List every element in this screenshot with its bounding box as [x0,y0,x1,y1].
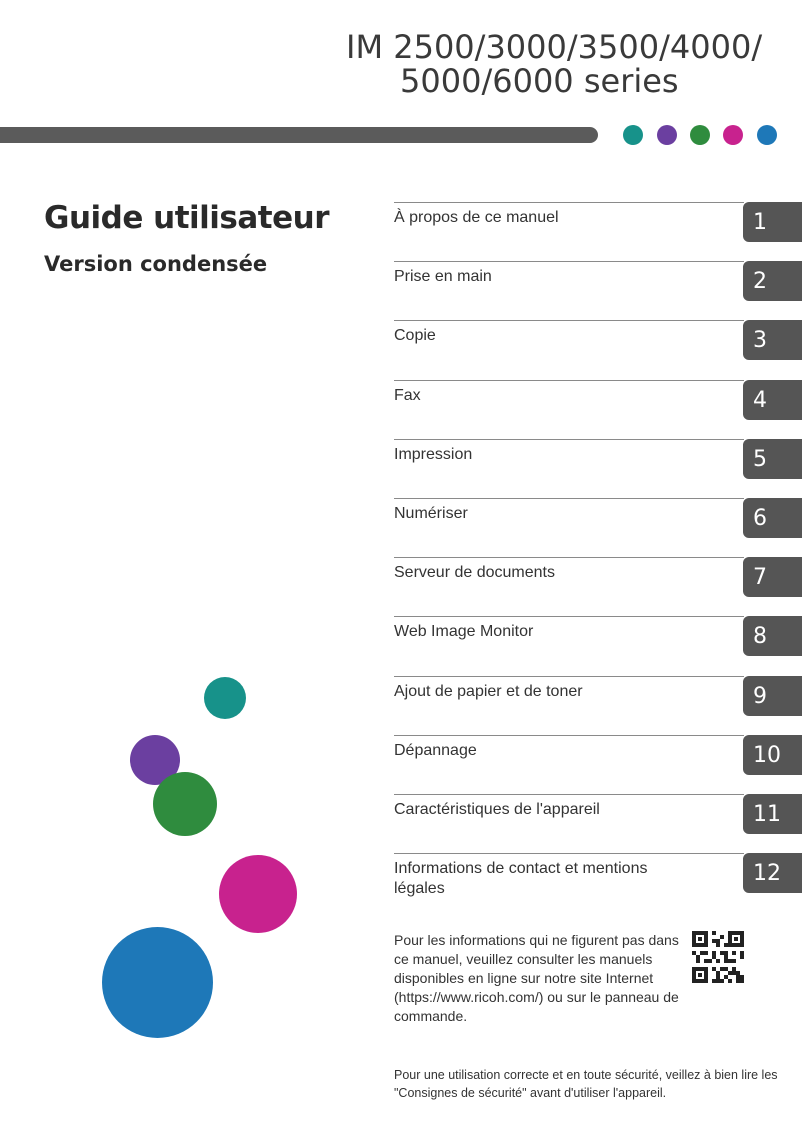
toc-entry-9[interactable] [394,676,802,735]
decor-circle-green [153,772,217,836]
toc-entry-12[interactable] [394,853,802,912]
toc-label: Caractéristiques de l'appareil [394,800,600,818]
toc-label: Dépannage [394,741,477,759]
chapter-tab[interactable]: 7 [743,557,802,597]
header-dot-teal [623,125,643,145]
toc-divider [394,676,744,677]
chapter-tab[interactable]: 11 [743,794,802,834]
toc-label: Ajout de papier et de toner [394,682,583,700]
toc-divider [394,380,744,381]
toc-divider [394,202,744,203]
toc-divider [394,439,744,440]
toc-divider [394,616,744,617]
chapter-tab[interactable]: 1 [743,202,802,242]
toc-entry-6[interactable] [394,498,802,557]
toc-label: Prise en main [394,268,492,286]
chapter-tab[interactable]: 3 [743,320,802,360]
product-title-line2: 5000/6000 series [400,62,679,100]
table-of-contents [394,202,802,912]
toc-label: Numériser [394,504,468,522]
decor-circle-blue [102,927,213,1038]
chapter-tab[interactable]: 2 [743,261,802,301]
toc-label: Informations de contact et mentions légales [394,860,648,898]
toc-divider [394,557,744,558]
toc-entry-5[interactable] [394,439,802,498]
chapter-tab[interactable]: 5 [743,439,802,479]
product-title [346,30,786,98]
chapter-tab[interactable]: 4 [743,380,802,420]
toc-entry-3[interactable] [394,320,802,379]
toc-divider [394,853,744,854]
header-dot-blue [757,125,777,145]
chapter-tab[interactable]: 6 [743,498,802,538]
toc-label: Web Image Monitor [394,623,534,641]
chapter-tab[interactable]: 12 [743,853,802,893]
safety-notice: Pour une utilisation correcte et en toute sécurité, veillez à bien lire les "Consignes de sécurité" avant d'utiliser l'appareil. [394,1068,778,1100]
toc-entry-8[interactable] [394,616,802,675]
product-title-line1: IM 2500/3000/3500/4000/ [346,28,763,66]
toc-entry-10[interactable] [394,735,802,794]
toc-label: Fax [394,386,421,404]
toc-divider [394,261,744,262]
toc-divider [394,735,744,736]
toc-label: À propos de ce manuel [394,209,559,226]
toc-entry-1[interactable] [394,202,802,261]
toc-divider [394,794,744,795]
header-dot-purple [657,125,677,145]
qr-code[interactable] [692,931,744,983]
decor-circle-magenta [219,855,297,933]
header-dot-magenta [723,125,743,145]
toc-label: Serveur de documents [394,564,555,582]
toc-entry-2[interactable] [394,261,802,320]
guide-title: Guide utilisateur [44,200,329,236]
chapter-tab[interactable]: 9 [743,676,802,716]
toc-divider [394,498,744,499]
toc-entry-4[interactable] [394,380,802,439]
toc-entry-11[interactable] [394,794,802,853]
toc-label: Copie [394,327,436,345]
toc-entry-7[interactable] [394,557,802,616]
toc-divider [394,320,744,321]
online-manuals-info: Pour les informations qui ne figurent pas dans ce manuel, veuillez consulter les manuels disponibles en ligne sur notre site Internet (https://www.ricoh.com/) ou sur le panneau de commande. [394,932,679,1024]
decor-circle-teal [204,677,246,719]
header-bar [0,127,598,143]
toc-label: Impression [394,445,473,463]
chapter-tab[interactable]: 8 [743,616,802,656]
guide-subtitle: Version condensée [44,252,268,276]
chapter-tab[interactable]: 10 [743,735,802,775]
header-dot-green [690,125,710,145]
